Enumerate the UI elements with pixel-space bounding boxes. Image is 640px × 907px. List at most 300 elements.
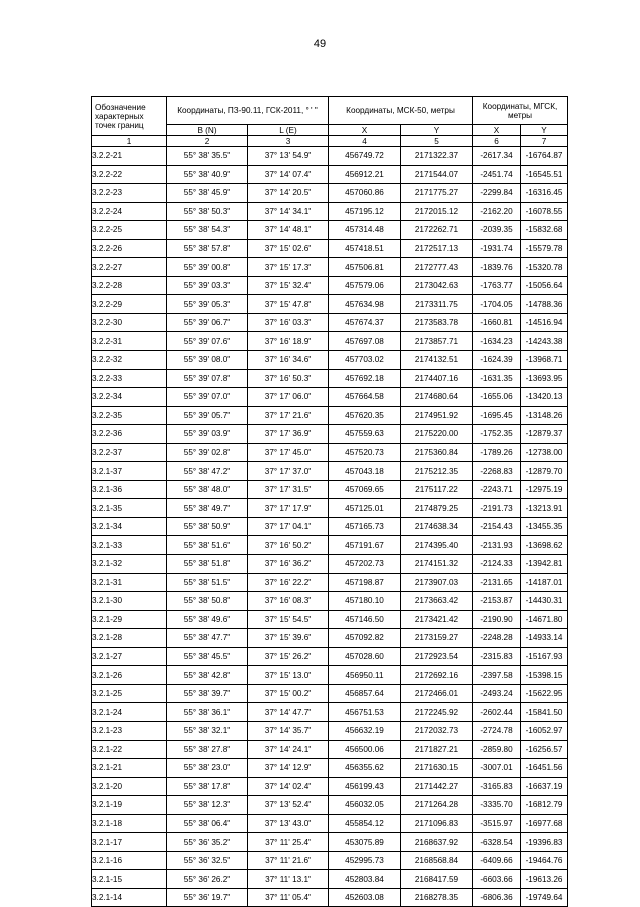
table-row [92, 555, 568, 574]
cell-latitude: 55° 39' 07.6" [167, 332, 248, 351]
cell-longitude: 37° 14' 35.7" [248, 721, 329, 740]
cell-mgsk-x: -2131.65 [473, 573, 521, 592]
cell-mgsk-y: -13455.35 [521, 517, 568, 536]
cell-mgsk-x: -1631.35 [473, 369, 521, 388]
table-row [92, 221, 568, 240]
cell-msk-x: 452995.73 [329, 851, 401, 870]
cell-longitude: 37° 15' 47.8" [248, 295, 329, 314]
cell-mgsk-x: -2124.33 [473, 555, 521, 574]
cell-msk-y: 2173042.63 [401, 276, 473, 295]
cell-mgsk-x: -2153.87 [473, 592, 521, 611]
cell-longitude: 37° 15' 54.5" [248, 610, 329, 629]
cell-msk-x: 457069.65 [329, 480, 401, 499]
cell-msk-x: 456749.72 [329, 147, 401, 166]
cell-msk-x: 456500.06 [329, 740, 401, 759]
header-msk-coords: Координаты, МСК-50, метры [329, 97, 473, 125]
table-row [92, 184, 568, 203]
cell-longitude: 37° 16' 08.3" [248, 592, 329, 611]
cell-msk-x: 456632.19 [329, 721, 401, 740]
cell-msk-y: 2172923.54 [401, 647, 473, 666]
cell-mgsk-y: -13698.62 [521, 536, 568, 555]
cell-latitude: 55° 36' 26.2" [167, 870, 248, 889]
cell-latitude: 55° 38' 17.8" [167, 777, 248, 796]
cell-mgsk-y: -14671.80 [521, 610, 568, 629]
cell-mgsk-y: -15167.93 [521, 647, 568, 666]
table-row [92, 870, 568, 889]
cell-latitude: 55° 38' 40.9" [167, 165, 248, 184]
cell-mgsk-y: -15320.78 [521, 258, 568, 277]
cell-mgsk-x: -1634.23 [473, 332, 521, 351]
cell-point-id: 3.2.2-31 [92, 332, 167, 351]
cell-msk-y: 2174132.51 [401, 351, 473, 370]
cell-latitude: 55° 38' 50.3" [167, 202, 248, 221]
cell-longitude: 37° 14' 34.1" [248, 202, 329, 221]
cell-msk-y: 2175117.22 [401, 480, 473, 499]
cell-latitude: 55° 38' 42.8" [167, 666, 248, 685]
cell-msk-y: 2173857.71 [401, 332, 473, 351]
table-row [92, 517, 568, 536]
cell-msk-x: 457634.98 [329, 295, 401, 314]
column-number: 5 [401, 136, 473, 147]
cell-mgsk-y: -13968.71 [521, 351, 568, 370]
cell-mgsk-y: -19464.76 [521, 851, 568, 870]
cell-point-id: 3.2.1-14 [92, 888, 167, 907]
cell-latitude: 55° 36' 19.7" [167, 888, 248, 907]
cell-mgsk-y: -19613.26 [521, 870, 568, 889]
cell-msk-x: 457559.63 [329, 425, 401, 444]
cell-longitude: 37° 11' 25.4" [248, 833, 329, 852]
cell-point-id: 3.2.2-34 [92, 388, 167, 407]
cell-point-id: 3.2.1-24 [92, 703, 167, 722]
cell-latitude: 55° 39' 03.3" [167, 276, 248, 295]
cell-longitude: 37° 16' 18.9" [248, 332, 329, 351]
cell-msk-x: 457191.67 [329, 536, 401, 555]
table-row [92, 833, 568, 852]
cell-longitude: 37° 14' 12.9" [248, 759, 329, 778]
cell-mgsk-y: -13693.95 [521, 369, 568, 388]
cell-latitude: 55° 38' 35.5" [167, 147, 248, 166]
cell-point-id: 3.2.1-17 [92, 833, 167, 852]
cell-latitude: 55° 39' 00.8" [167, 258, 248, 277]
cell-point-id: 3.2.1-36 [92, 480, 167, 499]
cell-latitude: 55° 38' 48.0" [167, 480, 248, 499]
table-body [92, 147, 568, 907]
cell-latitude: 55° 39' 07.8" [167, 369, 248, 388]
cell-mgsk-x: -1624.39 [473, 351, 521, 370]
cell-msk-x: 457060.86 [329, 184, 401, 203]
cell-msk-x: 457703.02 [329, 351, 401, 370]
cell-latitude: 55° 38' 57.8" [167, 239, 248, 258]
cell-msk-y: 2172466.01 [401, 684, 473, 703]
cell-longitude: 37° 16' 22.2" [248, 573, 329, 592]
cell-mgsk-y: -15579.78 [521, 239, 568, 258]
cell-latitude: 55° 39' 02.8" [167, 443, 248, 462]
cell-mgsk-y: -14243.38 [521, 332, 568, 351]
cell-msk-y: 2174638.34 [401, 517, 473, 536]
cell-msk-y: 2174395.40 [401, 536, 473, 555]
cell-latitude: 55° 39' 05.7" [167, 406, 248, 425]
cell-msk-y: 2168568.84 [401, 851, 473, 870]
cell-latitude: 55° 38' 45.5" [167, 647, 248, 666]
cell-msk-x: 456032.05 [329, 796, 401, 815]
cell-longitude: 37° 17' 37.0" [248, 462, 329, 481]
cell-point-id: 3.2.1-34 [92, 517, 167, 536]
cell-point-id: 3.2.1-33 [92, 536, 167, 555]
cell-mgsk-x: -2039.35 [473, 221, 521, 240]
cell-mgsk-y: -13213.91 [521, 499, 568, 518]
cell-msk-x: 457146.50 [329, 610, 401, 629]
cell-point-id: 3.2.2-29 [92, 295, 167, 314]
cell-msk-y: 2172015.12 [401, 202, 473, 221]
table-row [92, 332, 568, 351]
table-row [92, 462, 568, 481]
cell-mgsk-y: -16451.56 [521, 759, 568, 778]
table-row [92, 369, 568, 388]
cell-msk-x: 456912.21 [329, 165, 401, 184]
table-row [92, 740, 568, 759]
cell-longitude: 37° 14' 48.1" [248, 221, 329, 240]
cell-mgsk-x: -1752.35 [473, 425, 521, 444]
cell-msk-x: 457520.73 [329, 443, 401, 462]
cell-latitude: 55° 39' 05.3" [167, 295, 248, 314]
cell-latitude: 55° 38' 32.1" [167, 721, 248, 740]
cell-longitude: 37° 11' 05.4" [248, 888, 329, 907]
table-row [92, 147, 568, 166]
cell-latitude: 55° 38' 51.8" [167, 555, 248, 574]
column-number: 1 [92, 136, 167, 147]
table-row [92, 406, 568, 425]
table-row [92, 851, 568, 870]
cell-msk-x: 457165.73 [329, 517, 401, 536]
cell-point-id: 3.2.1-16 [92, 851, 167, 870]
cell-msk-y: 2174680.64 [401, 388, 473, 407]
table-row [92, 202, 568, 221]
header-mgsk-coords: Координаты, МГСК, метры [473, 97, 568, 125]
cell-msk-y: 2174879.25 [401, 499, 473, 518]
cell-point-id: 3.2.2-28 [92, 276, 167, 295]
cell-latitude: 55° 36' 35.2" [167, 833, 248, 852]
cell-msk-x: 456857.64 [329, 684, 401, 703]
column-number: 4 [329, 136, 401, 147]
cell-mgsk-y: -16316.45 [521, 184, 568, 203]
cell-msk-y: 2171630.15 [401, 759, 473, 778]
cell-point-id: 3.2.2-35 [92, 406, 167, 425]
cell-latitude: 55° 39' 03.9" [167, 425, 248, 444]
cell-mgsk-x: -1931.74 [473, 239, 521, 258]
column-number: 6 [473, 136, 521, 147]
cell-mgsk-y: -16256.57 [521, 740, 568, 759]
cell-mgsk-x: -6806.36 [473, 888, 521, 907]
table-row [92, 629, 568, 648]
cell-point-id: 3.2.1-21 [92, 759, 167, 778]
cell-mgsk-x: -2268.83 [473, 462, 521, 481]
cell-point-id: 3.2.1-32 [92, 555, 167, 574]
cell-latitude: 55° 38' 51.6" [167, 536, 248, 555]
cell-mgsk-x: -2859.80 [473, 740, 521, 759]
cell-msk-y: 2168278.35 [401, 888, 473, 907]
cell-latitude: 55° 38' 54.3" [167, 221, 248, 240]
cell-msk-y: 2168417.59 [401, 870, 473, 889]
cell-mgsk-x: -3007.01 [473, 759, 521, 778]
table-row [92, 814, 568, 833]
cell-mgsk-y: -12975.19 [521, 480, 568, 499]
cell-mgsk-x: -1695.45 [473, 406, 521, 425]
cell-mgsk-y: -14516.94 [521, 313, 568, 332]
cell-point-id: 3.2.1-15 [92, 870, 167, 889]
cell-msk-x: 457579.06 [329, 276, 401, 295]
cell-msk-y: 2175360.84 [401, 443, 473, 462]
cell-latitude: 55° 39' 06.7" [167, 313, 248, 332]
table-row [92, 647, 568, 666]
cell-mgsk-y: -16637.19 [521, 777, 568, 796]
cell-msk-x: 457314.48 [329, 221, 401, 240]
cell-longitude: 37° 17' 21.6" [248, 406, 329, 425]
table-row [92, 592, 568, 611]
cell-point-id: 3.2.2-25 [92, 221, 167, 240]
table-row [92, 313, 568, 332]
header-b: B (N) [167, 125, 248, 136]
cell-msk-y: 2168637.92 [401, 833, 473, 852]
cell-mgsk-y: -16545.51 [521, 165, 568, 184]
cell-point-id: 3.2.1-31 [92, 573, 167, 592]
cell-point-id: 3.2.2-36 [92, 425, 167, 444]
cell-mgsk-y: -15622.95 [521, 684, 568, 703]
cell-latitude: 55° 38' 49.6" [167, 610, 248, 629]
table-row [92, 666, 568, 685]
cell-mgsk-x: -2602.44 [473, 703, 521, 722]
cell-mgsk-y: -14187.01 [521, 573, 568, 592]
cell-point-id: 3.2.1-25 [92, 684, 167, 703]
cell-mgsk-y: -13942.81 [521, 555, 568, 574]
table-row [92, 703, 568, 722]
cell-msk-x: 457180.10 [329, 592, 401, 611]
cell-longitude: 37° 15' 17.3" [248, 258, 329, 277]
cell-msk-y: 2173311.75 [401, 295, 473, 314]
cell-msk-y: 2174407.16 [401, 369, 473, 388]
cell-msk-y: 2173907.03 [401, 573, 473, 592]
cell-point-id: 3.2.2-22 [92, 165, 167, 184]
cell-point-id: 3.2.2-37 [92, 443, 167, 462]
cell-msk-y: 2171322.37 [401, 147, 473, 166]
table-row [92, 443, 568, 462]
cell-longitude: 37° 16' 03.3" [248, 313, 329, 332]
cell-mgsk-x: -2397.58 [473, 666, 521, 685]
cell-point-id: 3.2.2-26 [92, 239, 167, 258]
cell-point-id: 3.2.2-32 [92, 351, 167, 370]
cell-point-id: 3.2.2-24 [92, 202, 167, 221]
cell-longitude: 37° 17' 04.1" [248, 517, 329, 536]
cell-msk-y: 2175212.35 [401, 462, 473, 481]
cell-mgsk-y: -16812.79 [521, 796, 568, 815]
cell-msk-x: 457198.87 [329, 573, 401, 592]
cell-longitude: 37° 15' 02.6" [248, 239, 329, 258]
table-row [92, 777, 568, 796]
column-number: 3 [248, 136, 329, 147]
cell-msk-y: 2173421.42 [401, 610, 473, 629]
cell-msk-y: 2171775.27 [401, 184, 473, 203]
table-row [92, 425, 568, 444]
header-mgsk-x: X [473, 125, 521, 136]
table-row [92, 796, 568, 815]
cell-longitude: 37° 15' 26.2" [248, 647, 329, 666]
cell-msk-y: 2172777.43 [401, 258, 473, 277]
cell-latitude: 55° 38' 39.7" [167, 684, 248, 703]
cell-mgsk-y: -16052.97 [521, 721, 568, 740]
cell-point-id: 3.2.1-28 [92, 629, 167, 648]
table-row [92, 536, 568, 555]
cell-mgsk-x: -2617.34 [473, 147, 521, 166]
cell-longitude: 37° 13' 54.9" [248, 147, 329, 166]
cell-msk-x: 457674.37 [329, 313, 401, 332]
cell-longitude: 37° 15' 32.4" [248, 276, 329, 295]
table-row [92, 499, 568, 518]
cell-latitude: 55° 38' 49.7" [167, 499, 248, 518]
cell-latitude: 55° 38' 50.9" [167, 517, 248, 536]
cell-msk-x: 457202.73 [329, 555, 401, 574]
cell-msk-y: 2175220.00 [401, 425, 473, 444]
cell-mgsk-x: -2493.24 [473, 684, 521, 703]
page-number: 49 [313, 38, 327, 50]
cell-msk-x: 457692.18 [329, 369, 401, 388]
cell-point-id: 3.2.1-30 [92, 592, 167, 611]
cell-msk-y: 2172032.73 [401, 721, 473, 740]
cell-point-id: 3.2.2-33 [92, 369, 167, 388]
cell-longitude: 37° 17' 36.9" [248, 425, 329, 444]
header-l: L (E) [248, 125, 329, 136]
header-pz-coords: Координаты, ПЗ-90.11, ГСК-2011, ° ' " [167, 97, 329, 125]
cell-mgsk-y: -14933.14 [521, 629, 568, 648]
cell-latitude: 55° 38' 47.7" [167, 629, 248, 648]
cell-mgsk-y: -13148.26 [521, 406, 568, 425]
cell-msk-x: 452803.84 [329, 870, 401, 889]
cell-latitude: 55° 38' 50.8" [167, 592, 248, 611]
header-mgsk-y: Y [521, 125, 568, 136]
cell-mgsk-y: -12879.70 [521, 462, 568, 481]
cell-msk-y: 2173159.27 [401, 629, 473, 648]
cell-point-id: 3.2.1-37 [92, 462, 167, 481]
cell-longitude: 37° 14' 47.7" [248, 703, 329, 722]
cell-mgsk-x: -3515.97 [473, 814, 521, 833]
cell-latitude: 55° 38' 06.4" [167, 814, 248, 833]
cell-mgsk-y: -14430.31 [521, 592, 568, 611]
cell-point-id: 3.2.1-35 [92, 499, 167, 518]
cell-msk-x: 456199.43 [329, 777, 401, 796]
cell-mgsk-y: -19749.64 [521, 888, 568, 907]
table-row [92, 573, 568, 592]
cell-point-id: 3.2.2-27 [92, 258, 167, 277]
cell-msk-y: 2172262.71 [401, 221, 473, 240]
cell-latitude: 55° 38' 23.0" [167, 759, 248, 778]
cell-mgsk-x: -2191.73 [473, 499, 521, 518]
cell-latitude: 55° 39' 08.0" [167, 351, 248, 370]
cell-mgsk-x: -2162.20 [473, 202, 521, 221]
cell-msk-x: 457043.18 [329, 462, 401, 481]
table-row [92, 759, 568, 778]
cell-mgsk-x: -2248.28 [473, 629, 521, 648]
cell-msk-y: 2174951.92 [401, 406, 473, 425]
cell-point-id: 3.2.1-22 [92, 740, 167, 759]
cell-longitude: 37° 13' 52.4" [248, 796, 329, 815]
cell-msk-y: 2173663.42 [401, 592, 473, 611]
table-row [92, 684, 568, 703]
cell-msk-y: 2172692.16 [401, 666, 473, 685]
cell-longitude: 37° 11' 21.6" [248, 851, 329, 870]
cell-mgsk-y: -12738.00 [521, 443, 568, 462]
cell-mgsk-x: -2299.84 [473, 184, 521, 203]
cell-longitude: 37° 17' 45.0" [248, 443, 329, 462]
cell-msk-x: 456950.11 [329, 666, 401, 685]
cell-mgsk-x: -1789.26 [473, 443, 521, 462]
cell-longitude: 37° 14' 20.5" [248, 184, 329, 203]
cell-msk-x: 456355.62 [329, 759, 401, 778]
table-row [92, 610, 568, 629]
cell-mgsk-y: -13420.13 [521, 388, 568, 407]
cell-msk-y: 2171442.27 [401, 777, 473, 796]
cell-point-id: 3.2.2-21 [92, 147, 167, 166]
header-msk-x: X [329, 125, 401, 136]
cell-msk-y: 2172245.92 [401, 703, 473, 722]
cell-mgsk-x: -2724.78 [473, 721, 521, 740]
cell-mgsk-x: -1655.06 [473, 388, 521, 407]
cell-mgsk-x: -1839.76 [473, 258, 521, 277]
cell-latitude: 55° 38' 51.5" [167, 573, 248, 592]
cell-mgsk-x: -6409.66 [473, 851, 521, 870]
cell-mgsk-x: -2154.43 [473, 517, 521, 536]
table-row [92, 239, 568, 258]
header-designation: Обозначение характерных точек границ [92, 97, 167, 136]
cell-msk-y: 2171544.07 [401, 165, 473, 184]
cell-mgsk-x: -1704.05 [473, 295, 521, 314]
cell-msk-x: 457620.35 [329, 406, 401, 425]
cell-msk-x: 453075.89 [329, 833, 401, 852]
cell-longitude: 37° 14' 07.4" [248, 165, 329, 184]
cell-point-id: 3.2.1-29 [92, 610, 167, 629]
cell-latitude: 55° 38' 36.1" [167, 703, 248, 722]
column-number: 7 [521, 136, 568, 147]
table-row [92, 351, 568, 370]
cell-longitude: 37° 14' 02.4" [248, 777, 329, 796]
cell-point-id: 3.2.1-26 [92, 666, 167, 685]
cell-mgsk-y: -19396.83 [521, 833, 568, 852]
cell-mgsk-y: -12879.37 [521, 425, 568, 444]
cell-longitude: 37° 17' 31.5" [248, 480, 329, 499]
table-row [92, 276, 568, 295]
cell-point-id: 3.2.2-23 [92, 184, 167, 203]
table-row [92, 480, 568, 499]
cell-mgsk-y: -15398.15 [521, 666, 568, 685]
table-row [92, 721, 568, 740]
cell-msk-x: 455854.12 [329, 814, 401, 833]
cell-mgsk-y: -14788.36 [521, 295, 568, 314]
cell-longitude: 37° 16' 34.6" [248, 351, 329, 370]
cell-msk-y: 2171264.28 [401, 796, 473, 815]
cell-msk-y: 2173583.78 [401, 313, 473, 332]
cell-msk-x: 457092.82 [329, 629, 401, 648]
cell-longitude: 37° 16' 50.3" [248, 369, 329, 388]
column-number: 2 [167, 136, 248, 147]
table-row [92, 295, 568, 314]
table-row [92, 388, 568, 407]
cell-mgsk-x: -2243.71 [473, 480, 521, 499]
cell-latitude: 55° 39' 07.0" [167, 388, 248, 407]
cell-point-id: 3.2.1-20 [92, 777, 167, 796]
header-msk-y: Y [401, 125, 473, 136]
cell-msk-x: 456751.53 [329, 703, 401, 722]
cell-mgsk-x: -1660.81 [473, 313, 521, 332]
cell-latitude: 55° 38' 45.9" [167, 184, 248, 203]
cell-point-id: 3.2.1-18 [92, 814, 167, 833]
cell-point-id: 3.2.2-30 [92, 313, 167, 332]
